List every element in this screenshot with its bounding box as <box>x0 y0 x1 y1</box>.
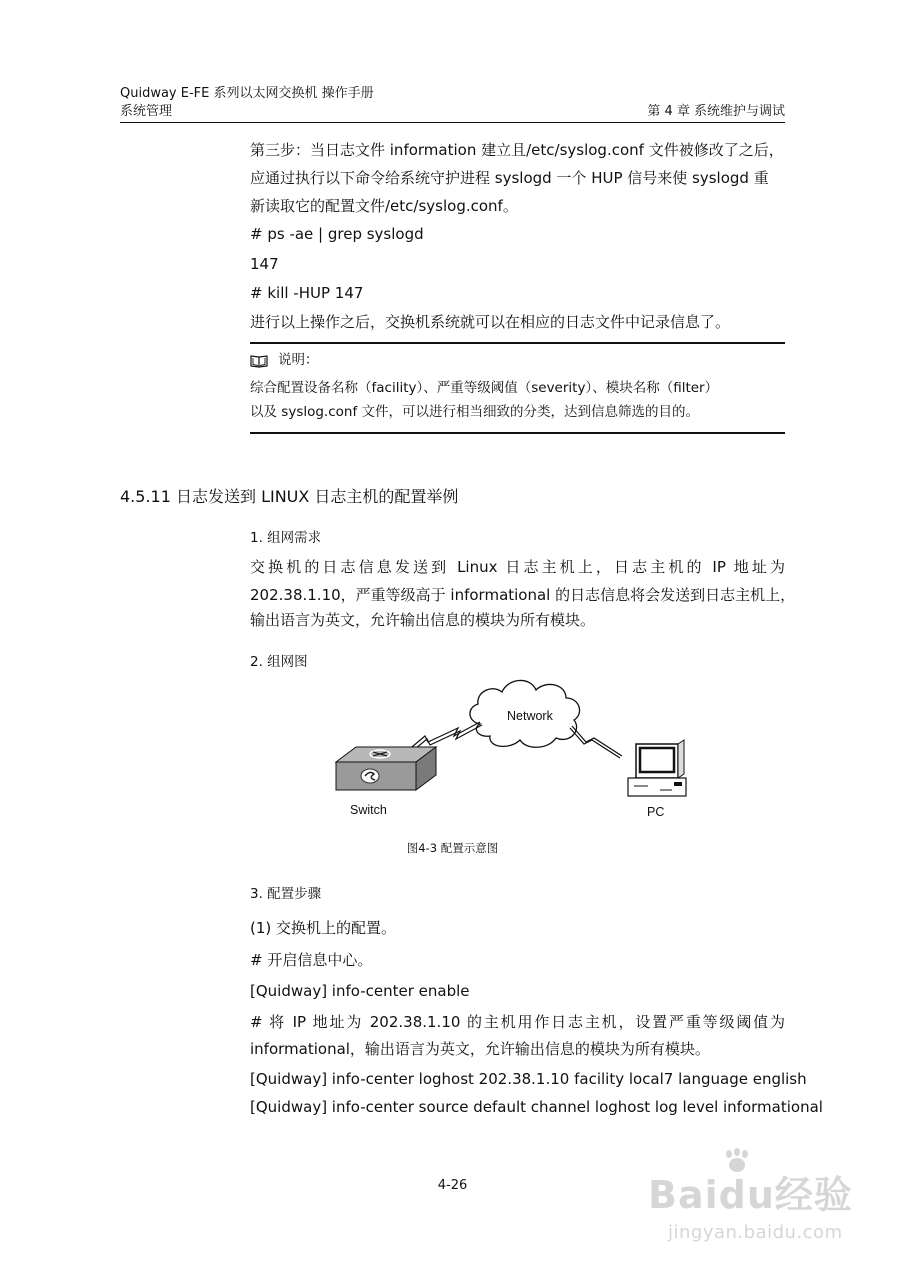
figure-caption: 图4-3 配置示意图 <box>406 841 499 855</box>
command-ps: # ps -ae | grep syslogd <box>250 225 424 243</box>
pc-icon <box>628 740 686 796</box>
requirements-line-3: 输出语言为英文，允许输出信息的模块为所有模块。 <box>250 611 596 629</box>
watermark-brand: Baidu经验 <box>648 1173 853 1217</box>
network-diagram <box>330 672 700 832</box>
note-bottom-rule <box>250 432 785 434</box>
command-source: [Quidway] info-center source default channel loghost log level informational <box>250 1098 823 1116</box>
note-line-1: 综合配置设备名称（facility）、严重等级阈值（severity）、模块名称（filter） <box>250 380 719 396</box>
comment-enable: # 开启信息中心。 <box>250 951 373 969</box>
step3-line-1: 第三步：当日志文件 information 建立且/etc/syslog.conf 文件被修改了之后， <box>250 141 784 159</box>
chapter-name: 第 4 章 系统维护与调试 <box>647 104 785 119</box>
note-title: 说明： <box>278 352 319 368</box>
command-loghost: [Quidway] info-center loghost 202.38.1.10 facility local7 language english <box>250 1070 807 1088</box>
command-kill: # kill -HUP 147 <box>250 284 364 302</box>
document-title: Quidway E-FE 系列以太网交换机 操作手册 <box>120 86 374 101</box>
switch-label: Switch <box>350 803 387 817</box>
switch-icon <box>336 747 436 790</box>
step3-line-3: 新读取它的配置文件/etc/syslog.conf。 <box>250 197 518 215</box>
link-network-pc <box>570 726 622 758</box>
page-number: 4-26 <box>437 1178 468 1193</box>
step-1: (1) 交换机上的配置。 <box>250 919 397 937</box>
requirements-title: 1. 组网需求 <box>250 530 322 546</box>
comment-loghost-line-1: # 将 IP 地址为 202.38.1.10 的主机用作日志主机，设置严重等级阈值为 <box>250 1013 785 1031</box>
requirements-line-1: 交换机的日志信息发送到 Linux 日志主机上，日志主机的 IP 地址为 <box>250 558 785 576</box>
network-label: Network <box>507 709 553 723</box>
paw-icon <box>722 1148 752 1178</box>
pc-label: PC <box>647 805 665 819</box>
watermark-url: jingyan.baidu.com <box>668 1222 843 1243</box>
note-top-rule <box>250 342 785 344</box>
book-icon <box>250 353 268 372</box>
section-name: 系统管理 <box>120 104 173 119</box>
note-line-2: 以及 syslog.conf 文件，可以进行相当细致的分类，达到信息筛选的目的。 <box>250 404 699 420</box>
command-enable: [Quidway] info-center enable <box>250 982 470 1000</box>
step3-after: 进行以上操作之后，交换机系统就可以在相应的日志文件中记录信息了。 <box>250 313 731 331</box>
config-steps-title: 3. 配置步骤 <box>250 886 322 902</box>
section-heading: 4.5.11 日志发送到 LINUX 日志主机的配置举例 <box>120 487 459 506</box>
comment-loghost-line-2: informational，输出语言为英文，允许输出信息的模块为所有模块。 <box>250 1040 710 1058</box>
requirements-line-2: 202.38.1.10，严重等级高于 informational 的日志信息将会发送到日志主机上， <box>250 586 796 604</box>
header-rule <box>120 122 785 123</box>
diagram-title: 2. 组网图 <box>250 654 308 670</box>
step3-line-2: 应通过执行以下命令给系统守护进程 syslogd 一个 HUP 信号来使 syslogd 重 <box>250 169 769 187</box>
command-output: 147 <box>250 255 279 273</box>
